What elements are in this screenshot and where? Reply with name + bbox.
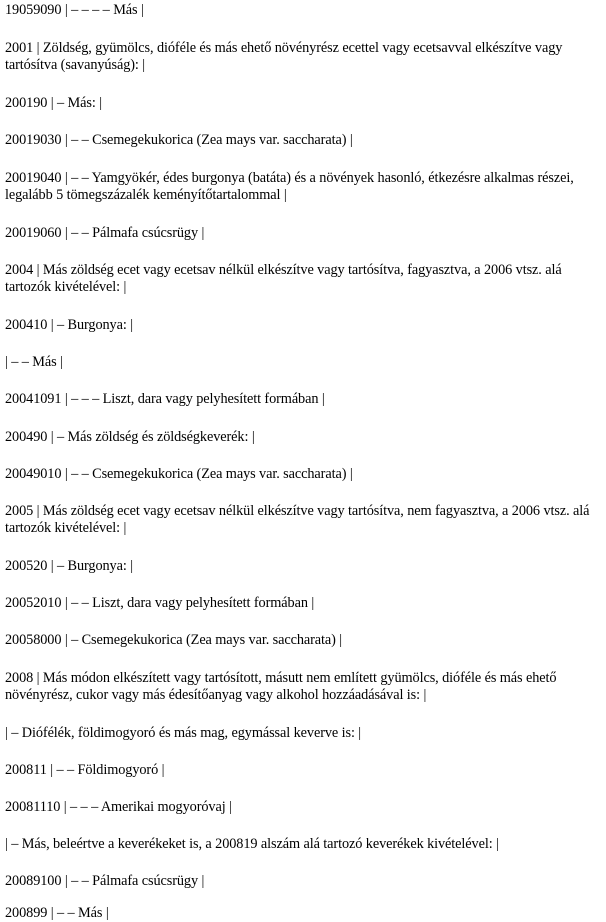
entry-2008: 2008 | Más módon elkészített vagy tartósított, másutt nem említett gyümölcs, dióféle és más ehető növényrész, cukor vagy más édesítőanyag vagy alkohol hozzáadásával is: | — [5, 670, 557, 703]
entry-20089100: 20089100 | – – Pálmafa csúcsrügy | — [5, 873, 205, 889]
entry-20058000: 20058000 | – Csemegekukorica (Zea mays var. saccharata) | — [5, 632, 343, 648]
entry-200520: 200520 | – Burgonya: | — [5, 558, 133, 574]
entry-2004: 2004 | Más zöldség ecet vagy ecetsav nélkül elkészítve vagy tartósítva, fagyasztva, a 2006 vtsz. alá tartozók kivételével: | — [5, 262, 562, 295]
entry-200410: 200410 | – Burgonya: | — [5, 317, 133, 333]
entry-mas-keverekek: | – Más, beleértve a keverékeket is, a 200819 alszám alá tartozó keverékek kivételével: | — [5, 836, 499, 852]
entry-20081110: 20081110 | – – – Amerikai mogyoróvaj | — [5, 799, 232, 815]
entry-2001: 2001 | Zöldség, gyümölcs, dióféle és más ehető növényrész ecettel vagy ecetsavval elkészítve vagy tartósítva (savanyúság): | — [5, 40, 563, 73]
entry-20019040: 20019040 | – – Yamgyökér, édes burgonya (batáta) és a növények hasonló, étkezésre alkalmas részei, legalább 5 tömegszázalék keményítőtartalommal | — [5, 170, 574, 203]
entry-200490: 200490 | – Más zöldség és zöldségkeverék: | — [5, 429, 255, 445]
entry-mas: | – – Más | — [5, 354, 63, 370]
entry-200190: 200190 | – Más: | — [5, 95, 102, 111]
entry-19059090: 19059090 | – – – – Más | — [5, 2, 144, 18]
entry-20049010: 20049010 | – – Csemegekukorica (Zea mays var. saccharata) | — [5, 466, 353, 482]
entry-20041091: 20041091 | – – – Liszt, dara vagy pelyhesített formában | — [5, 391, 325, 407]
entry-20052010: 20052010 | – – Liszt, dara vagy pelyhesített formában | — [5, 595, 315, 611]
entry-20019060: 20019060 | – – Pálmafa csúcsrügy | — [5, 225, 205, 241]
entry-20019030: 20019030 | – – Csemegekukorica (Zea mays var. saccharata) | — [5, 132, 353, 148]
entry-200811: 200811 | – – Földimogyoró | — [5, 762, 165, 778]
entry-2005: 2005 | Más zöldség ecet vagy ecetsav nélkül elkészítve vagy tartósítva, nem fagyasztva, a 2006 vtsz. alá tartozók kivételével: | — [5, 503, 590, 536]
entry-200899: 200899 | – – Más | — [5, 905, 109, 921]
entry-diofelek: | – Diófélék, földimogyoró és más mag, egymással keverve is: | — [5, 725, 362, 741]
